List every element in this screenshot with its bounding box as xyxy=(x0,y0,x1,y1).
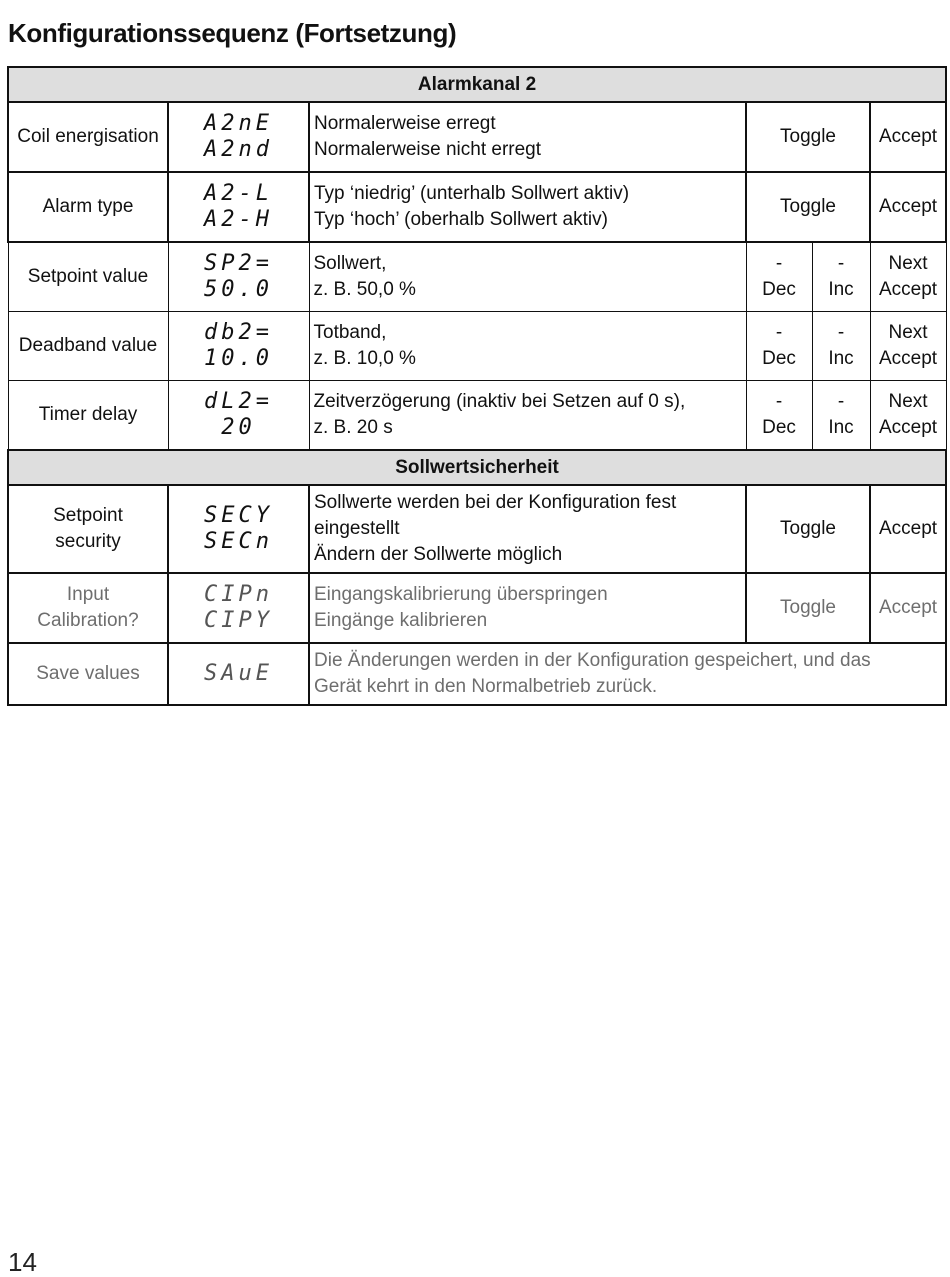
section-header-row xyxy=(8,450,946,485)
display-code: A2-L A2-H xyxy=(168,172,309,242)
parameter-name: Alarm type xyxy=(8,172,168,242)
section-header-row xyxy=(8,67,946,102)
table-row-coil-energisation xyxy=(8,102,946,172)
table-row-timer-delay xyxy=(8,381,946,451)
parameter-description: Sollwerte werden bei der Konfiguration fest eingestellt Ändern der Sollwerte möglich xyxy=(309,485,746,573)
toggle-label: Toggle xyxy=(746,102,870,172)
display-code: SP2= 50.0 xyxy=(168,242,309,312)
parameter-name: Setpoint value xyxy=(8,242,168,312)
accept-label: Accept xyxy=(870,172,946,242)
table-row-save-values xyxy=(8,643,946,705)
parameter-description: Zeitverzögerung (inaktiv bei Setzen auf 0 s), z. B. 20 s xyxy=(309,381,746,451)
display-code: SECY SECn xyxy=(168,485,309,573)
next-accept-label: Next Accept xyxy=(870,381,946,451)
parameter-name: Input Calibration? xyxy=(8,573,168,643)
toggle-label: Toggle xyxy=(746,573,870,643)
parameter-description: Typ ‘niedrig’ (unterhalb Sollwert aktiv) Typ ‘hoch’ (oberhalb Sollwert aktiv) xyxy=(309,172,746,242)
display-code: dL2= 20 xyxy=(168,381,309,451)
section-title-setpoint-security: Sollwertsicherheit xyxy=(8,450,946,485)
page-number: 14 xyxy=(8,1247,37,1277)
dec-label: - Dec xyxy=(746,381,812,451)
parameter-description: Normalerweise erregt Normalerweise nicht erregt xyxy=(309,102,746,172)
parameter-name: Setpoint security xyxy=(8,485,168,573)
display-code: CIPn CIPY xyxy=(168,573,309,643)
display-code: db2= 10.0 xyxy=(168,312,309,381)
accept-label: Accept xyxy=(870,485,946,573)
table-row-input-calibration xyxy=(8,573,946,643)
parameter-name: Timer delay xyxy=(8,381,168,451)
parameter-description: Totband, z. B. 10,0 % xyxy=(309,312,746,381)
display-code: A2nE A2nd xyxy=(168,102,309,172)
parameter-description: Sollwert, z. B. 50,0 % xyxy=(309,242,746,312)
dec-label: - Dec xyxy=(746,242,812,312)
parameter-description: Die Änderungen werden in der Konfiguration gespeichert, und das Gerät kehrt in den Normalbetrieb zurück. xyxy=(309,643,946,705)
parameter-name: Save values xyxy=(8,643,168,705)
page-title: Konfigurationssequenz (Fortsetzung) xyxy=(8,18,457,48)
section-title-alarm-channel-2: Alarmkanal 2 xyxy=(8,67,946,102)
inc-label: - Inc xyxy=(812,312,870,381)
configuration-table xyxy=(7,66,947,706)
inc-label: - Inc xyxy=(812,381,870,451)
table-row-setpoint-value xyxy=(8,242,946,312)
parameter-name: Deadband value xyxy=(8,312,168,381)
dec-label: - Dec xyxy=(746,312,812,381)
accept-label: Accept xyxy=(870,573,946,643)
parameter-description: Eingangskalibrierung überspringen Eingänge kalibrieren xyxy=(309,573,746,643)
next-accept-label: Next Accept xyxy=(870,242,946,312)
table-row-deadband-value xyxy=(8,312,946,381)
table-row-alarm-type xyxy=(8,172,946,242)
table-row-setpoint-security xyxy=(8,485,946,573)
parameter-name: Coil energisation xyxy=(8,102,168,172)
display-code: SAuE xyxy=(168,643,309,705)
accept-label: Accept xyxy=(870,102,946,172)
inc-label: - Inc xyxy=(812,242,870,312)
toggle-label: Toggle xyxy=(746,485,870,573)
toggle-label: Toggle xyxy=(746,172,870,242)
next-accept-label: Next Accept xyxy=(870,312,946,381)
